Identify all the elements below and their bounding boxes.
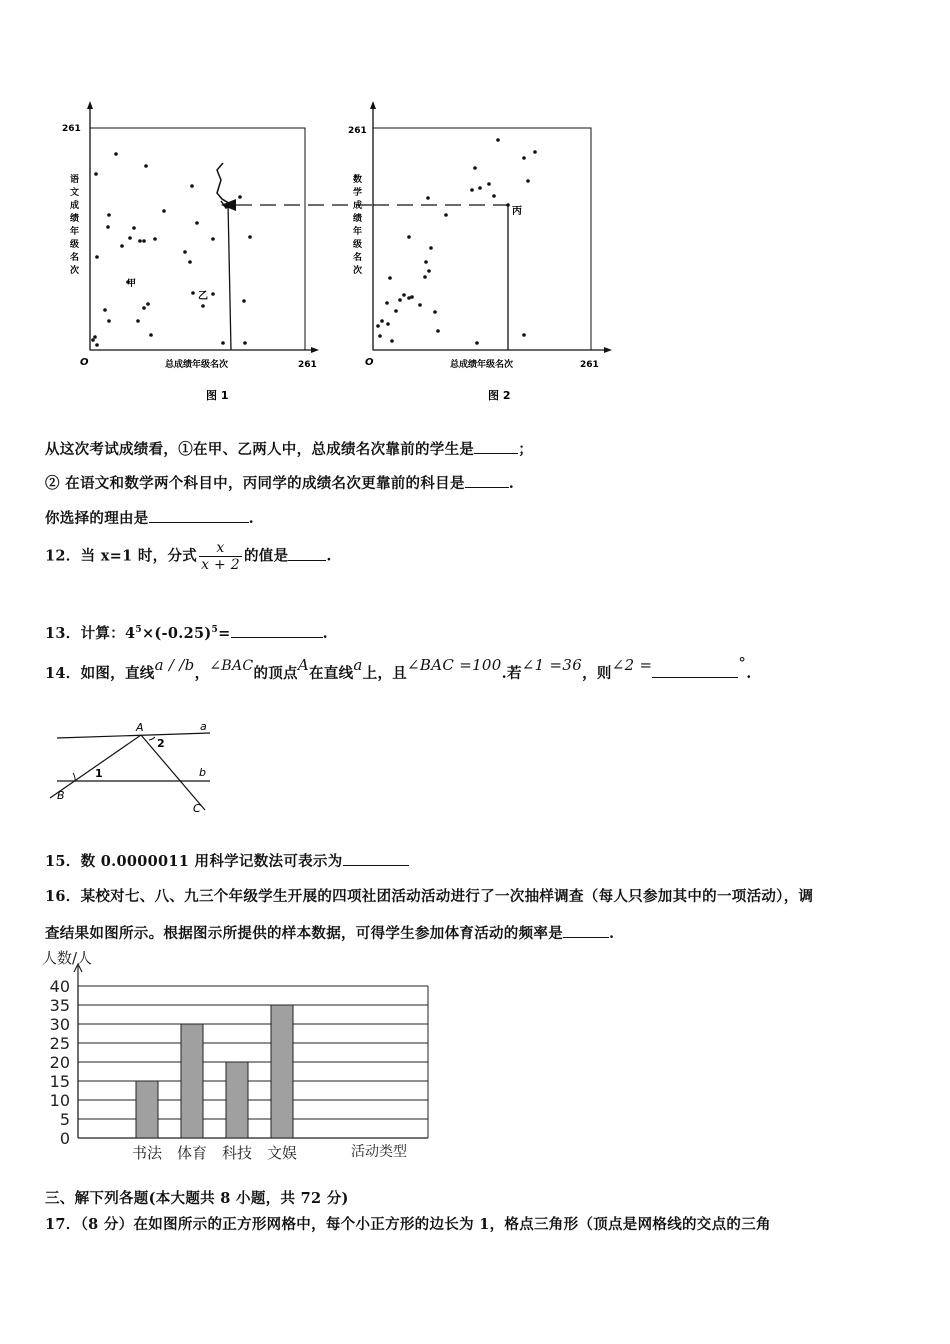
bar-0	[136, 1081, 158, 1138]
q13-base: 4	[124, 625, 136, 642]
q13-exp-2: 5	[211, 625, 219, 636]
fig2-x-arrow	[604, 347, 612, 353]
fig2-ylabel-char: 级	[353, 240, 363, 250]
q11-line-2	[45, 472, 514, 493]
q14-angle-2: ∠2 =	[611, 656, 653, 674]
q11-blank-2[interactable]	[465, 473, 509, 488]
q14-vertex-a: A	[297, 656, 309, 674]
q15-text: 15．数 0.0000011 用科学记数法可表示为	[45, 853, 343, 870]
q14-text-4: .若	[501, 665, 522, 682]
q14-figure	[45, 718, 225, 818]
fig1-ylabel-char: 语	[70, 175, 80, 185]
fig2-y-arrow	[370, 101, 376, 109]
fig2-ylabel-char: 绩	[353, 214, 363, 224]
fig1-ylabel-char: 文	[70, 188, 80, 198]
fig1-ylabel-char: 成	[70, 201, 80, 211]
fig2-ylabel-char: 年	[353, 227, 363, 237]
fig2-points	[376, 138, 537, 345]
q12-suffix: 的值是	[244, 547, 289, 565]
q12-blank[interactable]	[288, 546, 326, 561]
y-axis-label: 人数/人	[42, 949, 93, 967]
fig1-ylabel-char: 级	[70, 240, 80, 250]
q14-degree: °	[738, 654, 747, 672]
fig1-caption: 图 1	[206, 389, 229, 402]
fig2-x-axis-label: 总成绩年级名次	[450, 360, 514, 370]
q14-end: .	[746, 665, 752, 682]
q14-comma: ，	[194, 665, 210, 682]
fig2-y-axis-label	[353, 173, 362, 276]
q11-line-3	[45, 507, 254, 528]
y-tick-label: 25	[49, 1034, 70, 1053]
q13-exp-1: 5	[135, 625, 142, 636]
q13-mid: ×(-0.25)	[141, 625, 212, 642]
q17	[45, 1213, 771, 1234]
fig1-x-arrow	[311, 347, 319, 353]
section-3-heading-text: 三、解下列各题(本大题共 8 小题，共 72 分)	[45, 1190, 349, 1207]
q14-parallel: a / /b	[154, 656, 195, 674]
q12	[45, 540, 332, 573]
fig1-highlight-mark	[217, 163, 232, 208]
q11-line-3-end: .	[248, 510, 254, 527]
fig1-xright-label: 261	[298, 360, 317, 370]
fig2-point-bing	[506, 203, 510, 207]
q14-angle-bac: ∠BAC	[209, 658, 254, 674]
q16-line-1-text: 16．某校对七、八、九三个年级学生开展的四项社团活动活动进行了一次抽样调查（每人只参加其中的一项活动），调	[45, 888, 814, 905]
q14-text-2: 在直线	[308, 665, 354, 682]
label-C: C	[193, 802, 201, 815]
angle-1-arc	[73, 773, 75, 781]
q11-line-2-end: .	[508, 475, 515, 492]
y-tick-label: 40	[49, 977, 70, 996]
fig2-origin: O	[365, 357, 374, 368]
q13-prefix: 13．计算：	[45, 625, 125, 642]
q11-line-1-text: 从这次考试成绩看，①在甲、乙两人中，总成绩名次靠前的学生是	[45, 441, 475, 458]
fig2-ytop-label: 261	[348, 126, 367, 136]
fig1-y-arrow	[87, 101, 93, 109]
fig1-x-axis-label: 总成绩年级名次	[165, 360, 229, 370]
q12-prefix: 12．当 x=1 时，分式	[45, 547, 198, 565]
q14-prefix: 14．如图，直线	[45, 665, 155, 682]
fig1-mark-jia: 甲	[127, 279, 137, 289]
x-category-label: 书法	[131, 1144, 163, 1162]
q13	[45, 622, 328, 643]
q14-condition: ∠BAC =100	[407, 656, 502, 674]
y-tick-label: 5	[59, 1110, 70, 1129]
y-tick-label: 35	[49, 996, 70, 1015]
label-b: b	[199, 766, 206, 779]
segment-ac	[141, 735, 205, 810]
fig1-origin: O	[80, 357, 89, 368]
line-a	[57, 733, 210, 738]
fig2-ylabel-char: 成	[353, 201, 363, 211]
y-tick-label: 15	[49, 1072, 70, 1091]
q11-line-2-text: ② 在语文和数学两个科目中，丙同学的成绩名次更靠前的科目是	[45, 475, 465, 492]
q16-line-2-text: 查结果如图所示。根据图示所提供的样本数据，可得学生参加体育活动的频率是	[45, 925, 563, 942]
fig2-ylabel-char: 数	[353, 175, 363, 185]
bar-2	[226, 1062, 248, 1138]
q15-blank[interactable]	[343, 851, 409, 866]
fig1-ylabel-char: 次	[70, 266, 80, 276]
y-tick-label: 20	[49, 1053, 70, 1072]
y-tick-label: 0	[59, 1129, 70, 1148]
q17-text: 17．（8 分）在如图所示的正方形网格中，每个小正方形的边长为 1，格点三角形（顶点是网格线的交点的三角	[45, 1216, 771, 1233]
q14	[45, 654, 752, 683]
x-category-label: 科技	[221, 1144, 253, 1162]
x-category-label: 体育	[176, 1144, 208, 1162]
q16-line-1	[45, 885, 813, 906]
q11-blank-1[interactable]	[474, 439, 518, 454]
q15	[45, 850, 409, 871]
q14-text-3: 上，且	[362, 665, 408, 682]
scatter-figures	[40, 95, 640, 415]
fig2-mark-bing: 丙	[512, 206, 522, 217]
fig1-ylabel-char: 名	[70, 253, 80, 263]
label-2: 2	[157, 737, 165, 750]
q11-line-3-text: 你选择的理由是	[45, 510, 149, 527]
fig1-ylabel-char: 年	[70, 227, 80, 237]
x-category-label: 文娱	[266, 1144, 298, 1162]
q11-blank-3[interactable]	[149, 508, 249, 523]
fig2-xright-label: 261	[580, 360, 599, 370]
q14-line-a: a	[353, 656, 363, 674]
bar-3	[271, 1005, 293, 1138]
fig1-vertical-guide	[228, 203, 231, 350]
q16-line-2-end: .	[609, 925, 615, 942]
x-axis-label: 活动类型	[351, 1144, 407, 1160]
q16-blank[interactable]	[563, 923, 609, 938]
label-1: 1	[95, 767, 103, 780]
fig1-y-axis-label	[70, 173, 79, 276]
figure-2	[348, 101, 612, 402]
fig1-ytop-label: 261	[62, 124, 81, 134]
fig1-points	[91, 152, 252, 347]
q12-end: .	[326, 547, 332, 565]
q11-line-1-end: ；	[518, 441, 534, 458]
q12-fraction	[199, 540, 242, 573]
label-a: a	[200, 720, 207, 733]
label-B: B	[57, 789, 65, 802]
fig1-mark-yi: 乙	[198, 291, 208, 302]
label-A: A	[136, 721, 144, 734]
fig2-ylabel-char: 学	[353, 188, 363, 198]
y-tick-label: 10	[49, 1091, 70, 1110]
q14-angle-1: ∠1 =36	[521, 656, 583, 674]
q14-blank[interactable]	[652, 663, 738, 678]
q13-end: .	[322, 625, 328, 642]
q16-line-2	[45, 922, 614, 943]
q13-equals: =	[218, 625, 231, 642]
q12-numerator: x	[199, 540, 242, 557]
fig1-frame	[90, 128, 305, 350]
bar-chart	[40, 948, 440, 1168]
section-3-heading	[45, 1187, 349, 1208]
fig2-ylabel-char: 次	[353, 266, 363, 276]
y-tick-label: 30	[49, 1015, 70, 1034]
q13-blank[interactable]	[231, 623, 323, 638]
fig2-frame	[373, 128, 591, 350]
q12-denominator: x + 2	[201, 557, 240, 573]
fig2-caption: 图 2	[488, 389, 511, 402]
bar-1	[181, 1024, 203, 1138]
q14-text-5: ，则	[582, 665, 612, 682]
angle-2-arc	[149, 737, 155, 740]
fig2-ylabel-char: 名	[353, 253, 363, 263]
fig1-ylabel-char: 绩	[70, 214, 80, 224]
q14-text-1: 的顶点	[253, 665, 298, 682]
q11-line-1	[45, 438, 533, 459]
figure-1	[62, 101, 380, 402]
